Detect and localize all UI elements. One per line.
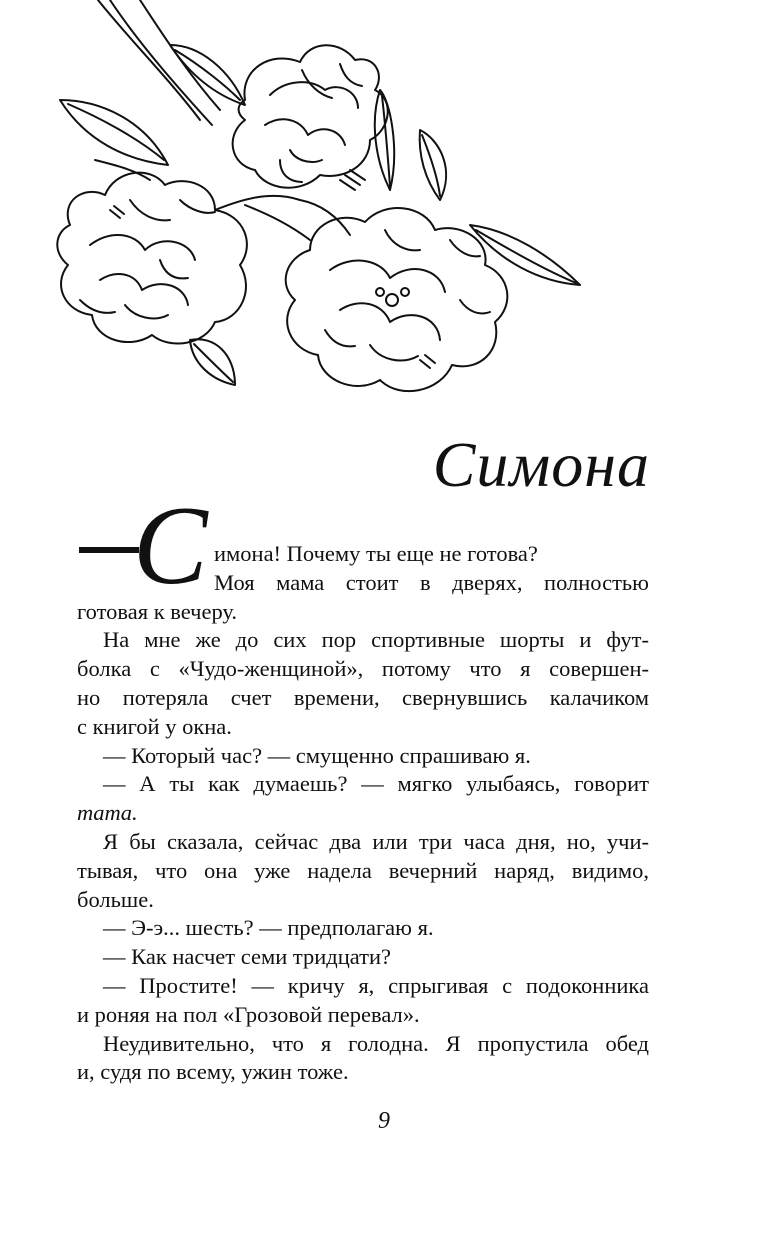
text-line: имона! Почему ты еще не готова? — [214, 541, 538, 566]
peony-flowers-illustration — [40, 0, 620, 440]
drop-cap-letter: С — [133, 484, 208, 608]
text-line: готовая к вечеру. — [77, 598, 238, 624]
text-line: — Э-э... шесть? — предполагаю я. — [103, 915, 434, 941]
chapter-text — [77, 484, 649, 1087]
drop-cap-dash — [79, 547, 139, 553]
paragraph — [77, 972, 649, 1030]
text-line: — А ты как думаешь? — мягко улыбаясь, говорит — [103, 771, 649, 797]
text-line: На мне же до сих пор спортивные шорты и фут- — [103, 627, 649, 653]
page-number: 9 — [378, 1108, 390, 1134]
paragraph — [77, 943, 649, 972]
text-line: — Как насчет семи тридцати? — [103, 944, 392, 970]
text-line: но потеряла счет времени, свернувшись калачиком — [77, 684, 649, 710]
text-line: и, судя по всему, ужин тоже. — [77, 1059, 349, 1085]
paragraph — [77, 770, 649, 828]
paragraph — [77, 626, 649, 741]
drop-cap — [77, 484, 217, 608]
text-line: — Простите! — кричу я, спрыгивая с подоконника — [103, 972, 649, 998]
text-line: тывая, что она уже надела вечерний наряд, видимо, — [77, 857, 649, 883]
paragraph — [77, 484, 649, 626]
text-line: Неудивительно, что я голодна. Я пропустила обед — [103, 1030, 649, 1056]
paragraph — [77, 742, 649, 771]
stem — [98, 0, 200, 120]
paragraph — [77, 828, 649, 914]
paragraph — [77, 914, 649, 943]
text-line: Я бы сказала, сейчас два или три часа дня, но, учи- — [103, 828, 649, 854]
text-line: с книгой у окна. — [77, 713, 232, 739]
text-line-italic: mama. — [77, 800, 138, 826]
text-line: и роняя на пол «Грозовой перевал». — [77, 1001, 420, 1027]
text-line: больше. — [77, 886, 154, 912]
text-line: — Который час? — смущенно спрашиваю я. — [103, 742, 531, 768]
chapter-title: Симона — [432, 429, 650, 500]
text-line: Моя мама стоит в дверях, полностью — [214, 569, 649, 595]
text-line: болка с «Чудо-женщиной», потому что я совершен- — [77, 656, 649, 682]
stem — [110, 0, 212, 125]
paragraph — [77, 1030, 649, 1088]
